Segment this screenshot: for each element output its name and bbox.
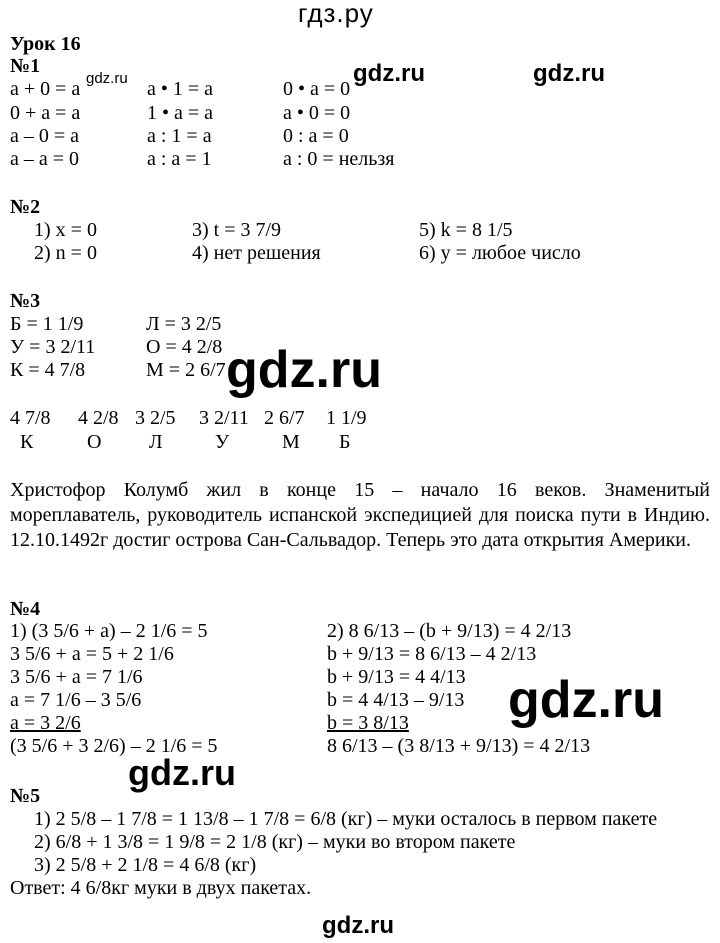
- task2-item-4: 4) нет решения: [192, 242, 321, 264]
- task3-letter-3: Л: [149, 431, 163, 453]
- task1-col2-row4: a : a = 1: [147, 148, 212, 170]
- watermark-medium-1: gdz.ru: [353, 60, 425, 87]
- task1-col2-row2: 1 • a = a: [147, 102, 214, 124]
- watermark-medium-2: gdz.ru: [533, 60, 605, 87]
- task5-line-1: 1) 2 5/8 – 1 7/8 = 1 13/8 – 1 7/8 = 6/8 (кг) – муки осталось в первом пакете: [34, 808, 658, 830]
- lesson-title: Урок 16: [10, 33, 81, 55]
- task1-heading: №1: [10, 55, 41, 77]
- task3-paragraph: Христофор Колумб жил в конце 15 – начало 16 веков. Знаменитый мореплаватель, руководитель испанской экспедицией для поиска пути в Индию. 12.10.1492г достиг острова Сан-Сальвадор. Теперь это дата открытия Америки.: [10, 479, 710, 551]
- task3-left-1: Б = 1 1/9: [10, 313, 84, 335]
- task2-item-3: 3) t = 3 7/9: [192, 219, 282, 241]
- task3-letter-6: Б: [339, 431, 351, 453]
- task3-right-1: Л = 3 2/5: [146, 313, 222, 335]
- task4-left-2: 3 5/6 + a = 5 + 2 1/6: [10, 643, 174, 665]
- watermark-large-2: gdz.ru: [508, 671, 664, 729]
- task1-col1-row1: a + 0 = a: [10, 78, 81, 100]
- site-title: гдз.ру: [298, 0, 374, 28]
- task3-letter-2: О: [87, 431, 102, 453]
- task1-col3-row3: 0 : a = 0: [283, 125, 349, 147]
- footer-watermark: gdz.ru: [322, 912, 394, 939]
- task3-value-5: 2 6/7: [264, 407, 305, 429]
- task4-right-2: b + 9/13 = 8 6/13 – 4 2/13: [327, 643, 537, 665]
- task3-value-6: 1 1/9: [326, 407, 367, 429]
- task2-heading: №2: [10, 196, 41, 218]
- task4-right-answer: b = 3 8/13: [327, 712, 409, 734]
- task3-letter-5: М: [282, 431, 300, 453]
- task1-col2-row1: a • 1 = a: [147, 78, 214, 100]
- task1-col1-row4: a – a = 0: [10, 148, 80, 170]
- task5-line-2: 2) 6/8 + 1 3/8 = 1 9/8 = 2 1/8 (кг) – муки во втором пакете: [34, 831, 516, 853]
- task3-value-2: 4 2/8: [78, 407, 119, 429]
- task3-right-2: О = 4 2/8: [146, 336, 223, 358]
- task4-right-4: b = 4 4/13 – 9/13: [327, 689, 465, 711]
- task5-line-3: 3) 2 5/8 + 2 1/8 = 4 6/8 (кг): [34, 854, 257, 876]
- task2-item-1: 1) x = 0: [34, 219, 97, 241]
- task4-left-answer: a = 3 2/6: [10, 712, 81, 734]
- task3-left-3: К = 4 7/8: [10, 359, 86, 381]
- task2-item-2: 2) n = 0: [34, 242, 97, 264]
- task4-right-check: 8 6/13 – (3 8/13 + 9/13) = 4 2/13: [327, 735, 591, 757]
- task1-col3-row2: a • 0 = 0: [283, 102, 351, 124]
- task5-heading: №5: [10, 785, 41, 807]
- task1-col3-row4: a : 0 = нельзя: [283, 148, 395, 170]
- task3-letter-1: К: [20, 431, 34, 453]
- task1-col3-row1: 0 • a = 0: [283, 78, 351, 100]
- task3-right-3: М = 2 6/7: [146, 359, 226, 381]
- task4-right-3: b + 9/13 = 4 4/13: [327, 666, 466, 688]
- task4-right-1: 2) 8 6/13 – (b + 9/13) = 4 2/13: [327, 620, 572, 642]
- task3-heading: №3: [10, 290, 41, 312]
- task3-left-2: У = 3 2/11: [10, 336, 96, 358]
- task4-left-1: 1) (3 5/6 + a) – 2 1/6 = 5: [10, 620, 208, 642]
- task4-heading: №4: [10, 598, 41, 620]
- task3-value-1: 4 7/8: [10, 407, 51, 429]
- task4-left-3: 3 5/6 + a = 7 1/6: [10, 666, 143, 688]
- watermark-small: gdz.ru: [86, 70, 128, 87]
- task1-col1-row2: 0 + a = a: [10, 102, 81, 124]
- watermark-large-3: gdz.ru: [128, 752, 236, 793]
- watermark-large-1: gdz.ru: [226, 341, 382, 399]
- task2-item-6: 6) y = любое число: [419, 242, 581, 264]
- task1-col1-row3: a – 0 = a: [10, 125, 80, 147]
- task1-col2-row3: a : 1 = a: [147, 125, 212, 147]
- task4-left-check: (3 5/6 + 3 2/6) – 2 1/6 = 5: [10, 735, 218, 757]
- task2-item-5: 5) k = 8 1/5: [419, 219, 513, 241]
- task3-value-3: 3 2/5: [135, 407, 176, 429]
- task5-answer: Ответ: 4 6/8кг муки в двух пакетах.: [10, 877, 312, 899]
- task3-letter-4: У: [215, 431, 230, 453]
- task4-left-4: a = 7 1/6 – 3 5/6: [10, 689, 142, 711]
- task3-value-4: 3 2/11: [199, 407, 249, 429]
